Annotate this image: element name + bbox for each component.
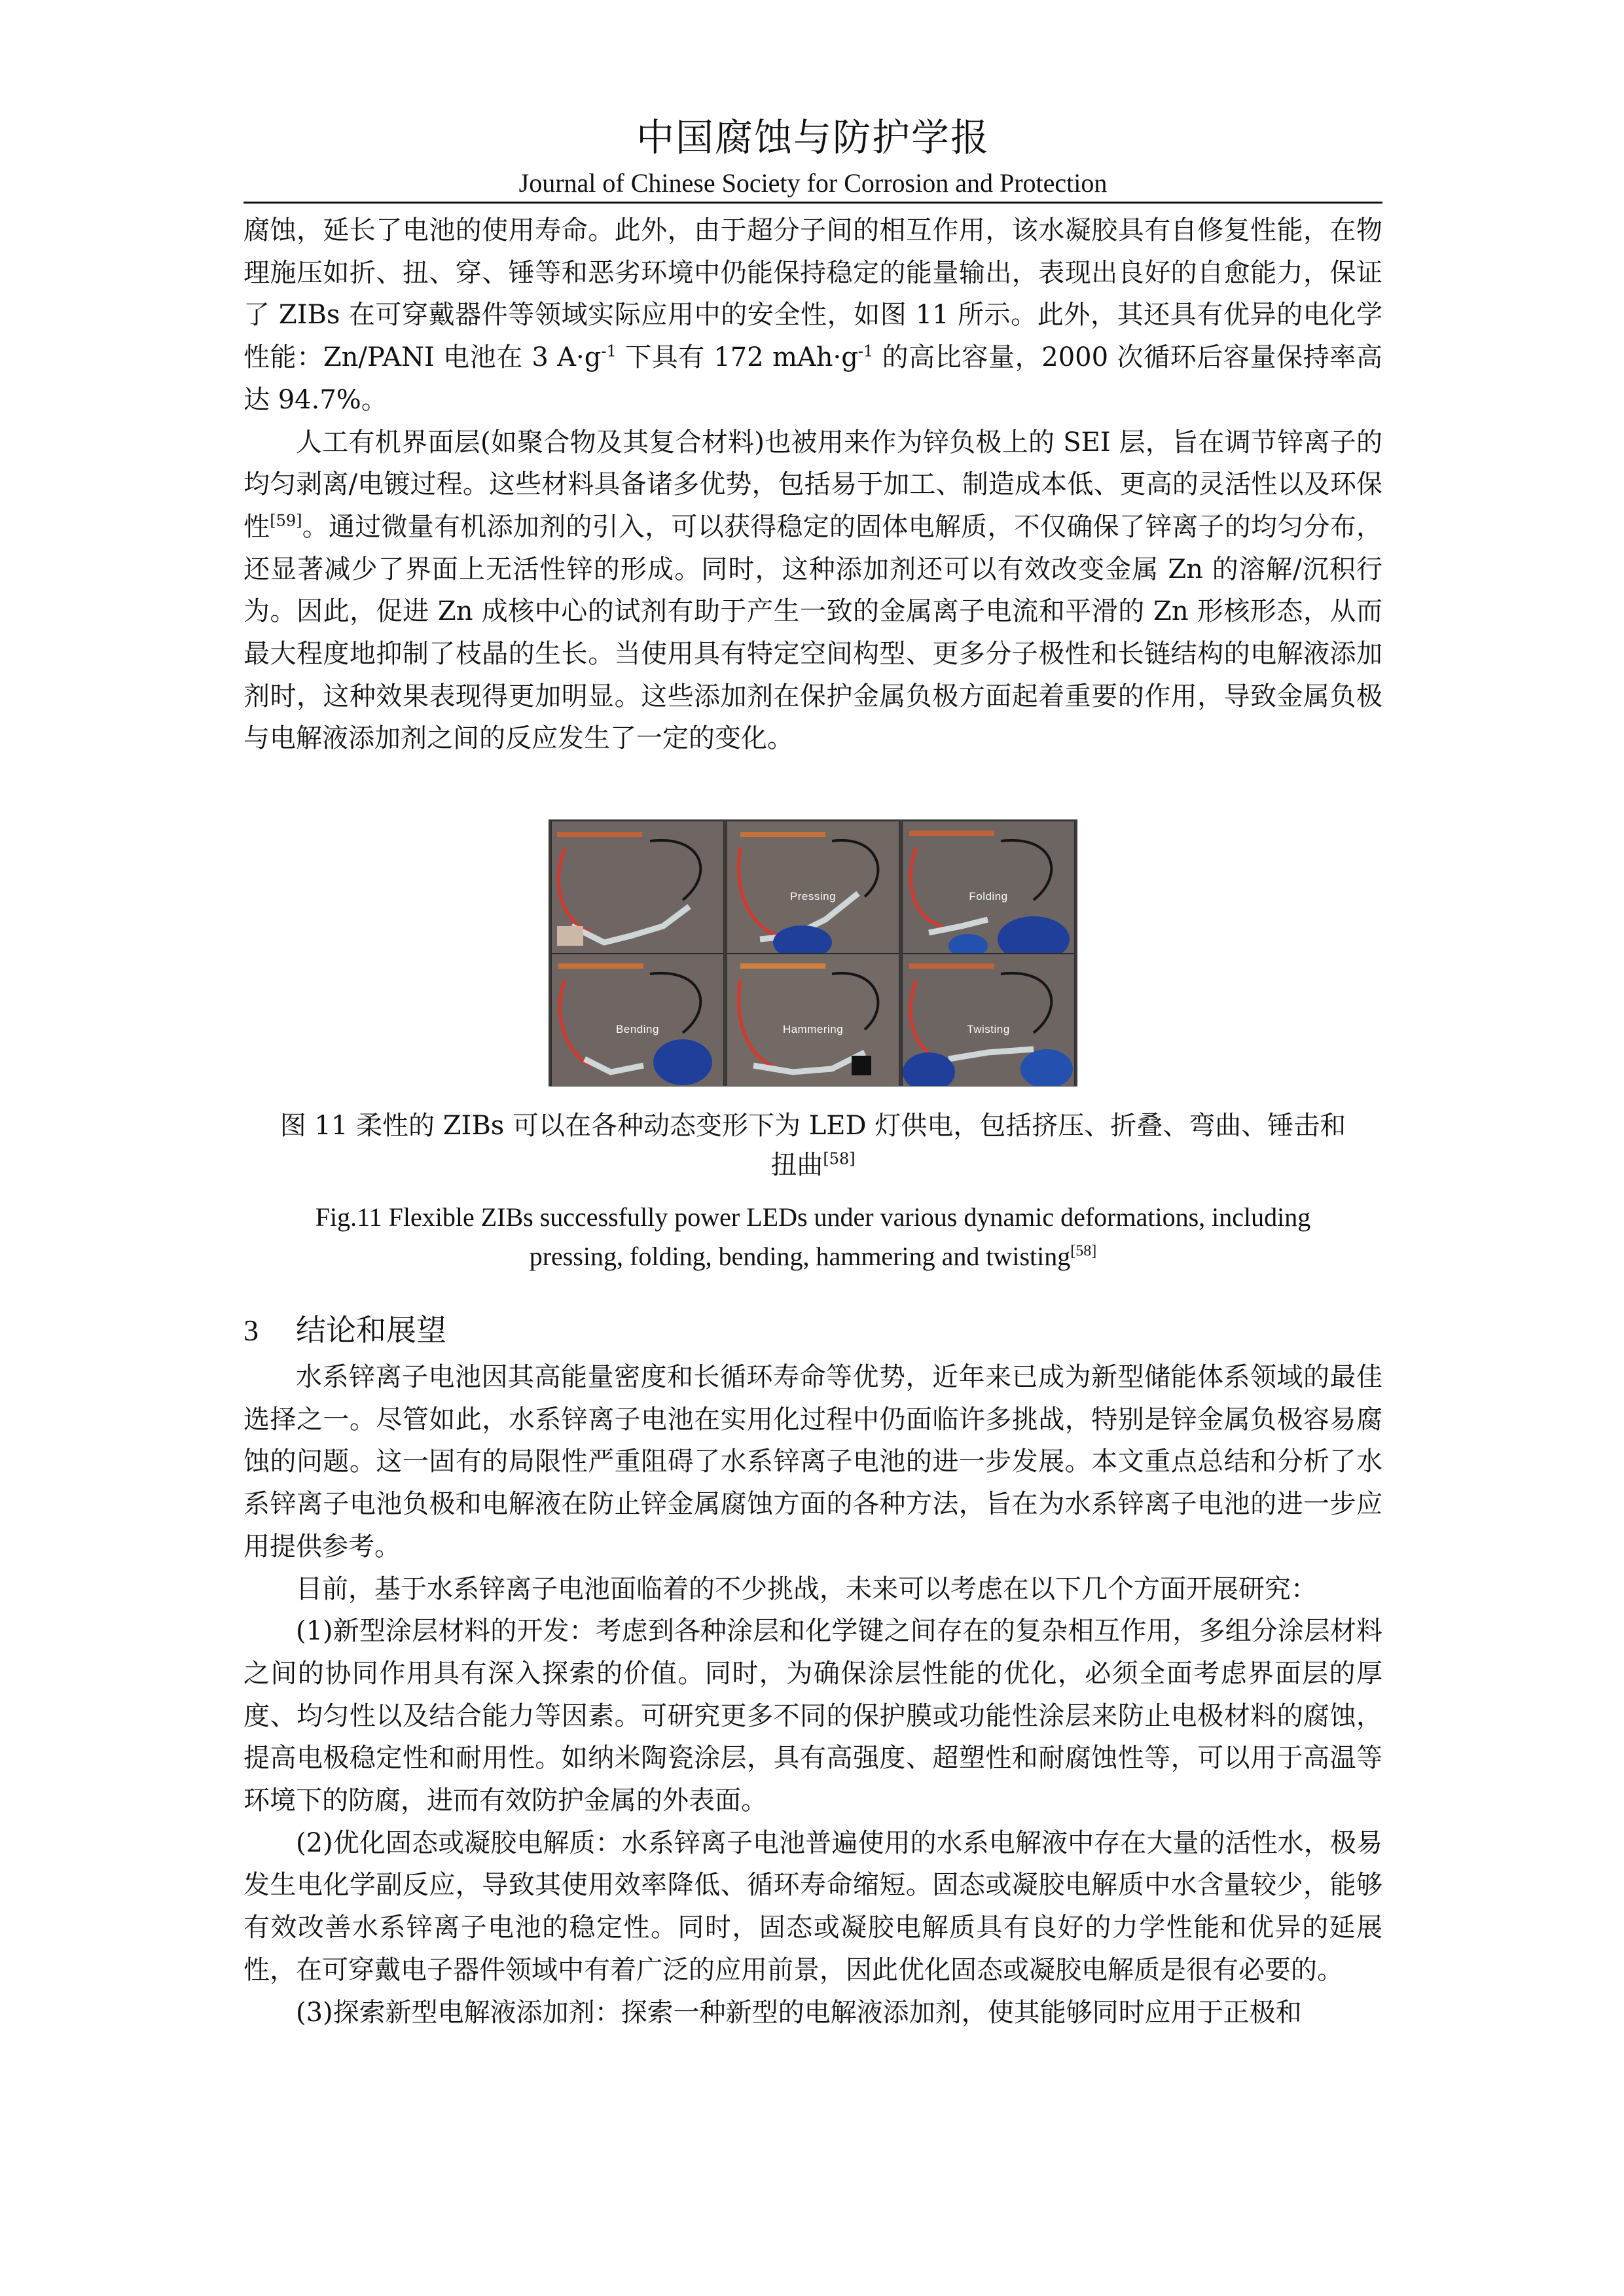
figure-panel-folding <box>902 821 1075 954</box>
figure-panel-twisting <box>902 954 1075 1086</box>
paragraph-2: 人工有机界面层(如聚合物及其复合材料)也被用来作为锌负极上的 SEI 层，旨在调节锌离子的均匀剥离/电镀过程。这些材料具备诸多优势，包括易于加工、制造成本低、更高的灵活性以及环保性[59]。通过微量有机添加剂的引入，可以获得稳定的固体电解质，不仅确保了锌离子的均匀分布，还显著减少了界面上无活性锌的形成。同时，这种添加剂还可以有效改变金属 Zn 的溶解/沉积行为。因此，促进 Zn 成核中心的试剂有助于产生一致的金属离子电流和平滑的 Zn 形核形态，从而最大程度地抑制了枝晶的生长。当使用具有特定空间构型、更多分子极性和长链结构的电解液添加剂时，这种效果表现得更加明显。这些添加剂在保护金属负极方面起着重要的作用，导致金属负极与电解液添加剂之间的反应发生了一定的变化。 <box>244 427 1383 754</box>
body-text-top <box>244 209 1382 760</box>
section-title: 结论和展望 <box>296 1312 446 1348</box>
panel-label: Twisting <box>967 1023 1010 1035</box>
figure-panel-1 <box>551 821 724 954</box>
figure-panel-bending <box>551 954 724 1086</box>
panel-label: Pressing <box>789 890 837 903</box>
panel-label: Folding <box>969 890 1008 903</box>
journal-title-cn: 中国腐蚀与防护学报 <box>636 115 990 160</box>
figure-11-photo-grid <box>549 819 1077 1086</box>
body-text-bottom <box>244 1356 1382 2034</box>
figure-caption-en: Fig.11 Flexible ZIBs successfully power LEDs under various dynamic deformations, including pressing, folding, bending, hammering and twisting[58] <box>315 1202 1311 1271</box>
journal-title-en: Journal of Chinese Society for Corrosion and Protection <box>518 168 1108 198</box>
paragraph-4: 目前，基于水系锌离子电池面临着的不少挑战，未来可以考虑在以下几个方面开展研究： <box>296 1573 1317 1604</box>
paragraph-1: 腐蚀，延长了电池的使用寿命。此外，由于超分子间的相互作用，该水凝胶具有自修复性能，在物理施压如折、扭、穿、锤等和恶劣环境中仍能保持稳定的能量输出，表现出良好的自愈能力，保证了 ZIBs 在可穿戴器件等领域实际应用中的安全性，如图 11 所示。此外，其还具有优异的电化学性能：Zn/PANI 电池在 3 $A\cdot g^{-1}$ 下具有 172 $mAh\cdot g^{-1}$ 的高比容量，2000 次循环后容量保持率高达 94.7%。 <box>244 215 1382 415</box>
paragraph-6: (2)优化固态或凝胶电解质：水系锌离子电池普遍使用的水系电解液中存在大量的活性水，极易发生电化学副反应，导致其使用效率降低、循环寿命缩短。固态或凝胶电解质中水含量较少，能够有效改善水系锌离子电池的稳定性。同时，固态或凝胶电解质具有良好的力学性能和优异的延展性，在可穿戴电子器件领域中有着广泛的应用前景，因此优化固态或凝胶电解质是很有必要的。 <box>244 1827 1382 1985</box>
citation: [58] <box>823 1149 856 1168</box>
paragraph-7: (3)探索新型电解液添加剂：探索一种新型的电解液添加剂，使其能够同时应用于正极和 <box>296 1997 1302 2028</box>
section-heading <box>244 1309 446 1352</box>
header-rule <box>244 202 1382 204</box>
figure-caption-cn: 图 11 柔性的 ZIBs 可以在各种动态变形下为 LED 灯供电，包括挤压、折叠、弯曲、锤击和 扭曲[58] <box>280 1111 1346 1180</box>
figure-panel-hammering <box>727 954 899 1086</box>
citation: [59] <box>270 511 302 530</box>
citation: [58] <box>1070 1242 1097 1260</box>
panel-label: Bending <box>616 1023 659 1035</box>
panel-label: Hammering <box>782 1023 844 1035</box>
paragraph-5: (1)新型涂层材料的开发：考虑到各种涂层和化学键之间存在的复杂相互作用，多组分涂层材料之间的协同作用具有深入探索的价值。同时，为确保涂层性能的优化，必须全面考虑界面层的厚度、均匀性以及结合能力等因素。可研究更多不同的保护膜或功能性涂层来防止电极材料的腐蚀，提高电极稳定性和耐用性。如纳米陶瓷涂层，具有高强度、超塑性和耐腐蚀性等，可以用于高温等环境下的防腐，进而有效防护金属的外表面。 <box>244 1616 1382 1816</box>
journal-header <box>244 111 1382 200</box>
paragraph-3: 水系锌离子电池因其高能量密度和长循环寿命等优势，近年来已成为新型储能体系领域的最佳选择之一。尽管如此，水系锌离子电池在实用化过程中仍面临许多挑战，特别是锌金属负极容易腐蚀的问题。这一固有的局限性严重阻碍了水系锌离子电池的进一步发展。本文重点总结和分析了水系锌离子电池负极和电解液在防止锌金属腐蚀方面的各种方法，旨在为水系锌离子电池的进一步应用提供参考。 <box>244 1362 1382 1562</box>
section-number: 3 <box>244 1314 259 1347</box>
figure-panel-pressing <box>727 821 899 954</box>
